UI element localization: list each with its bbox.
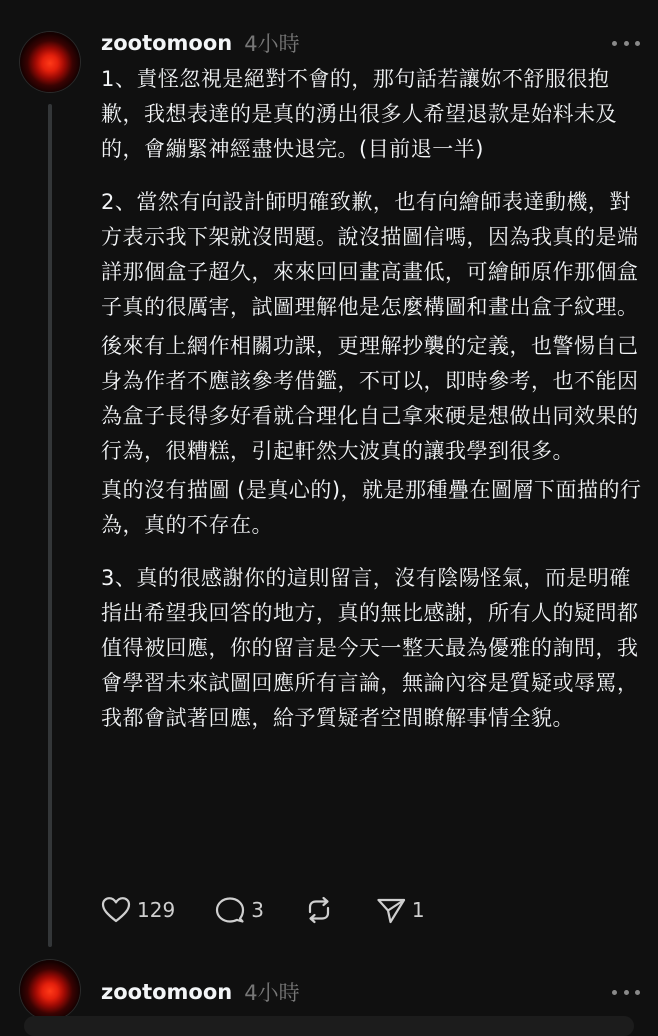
- reply-button[interactable]: [215, 896, 264, 924]
- more-horizontal-icon-dot: [624, 41, 629, 46]
- heart-icon: [101, 896, 131, 924]
- share-count: 1: [411, 898, 425, 922]
- embedded-card[interactable]: [24, 1016, 634, 1036]
- post-paragraph: 1、責怪忽視是絕對不會的，那句話若讓妳不舒服很抱歉，我想表達的是真的湧出很多人希望退款是始料未及的，會繃緊神經盡快退完。(目前退一半): [101, 67, 617, 161]
- like-button[interactable]: [101, 896, 175, 924]
- more-options-button[interactable]: [612, 982, 640, 1002]
- username[interactable]: zootomoon: [101, 31, 233, 55]
- timestamp: 4小時: [244, 981, 300, 1005]
- username[interactable]: zootomoon: [101, 980, 233, 1004]
- reply-count: 3: [251, 898, 264, 922]
- timestamp: 4小時: [244, 32, 300, 56]
- more-options-button[interactable]: [612, 33, 640, 53]
- repost-arrows-icon: [304, 896, 334, 924]
- avatar[interactable]: [20, 960, 80, 1020]
- post-paragraph: 2、當然有向設計師明確致歉，也有向繪師表達動機，對方表示我下架就沒問題。說沒描圖信嗎，因為我真的是端詳那個盒子超久，來來回回畫高畫低，可繪師原作那個盒子真的很厲害，試圖理解他是怎麼構圖和畫出盒子紋理。: [101, 190, 639, 319]
- more-horizontal-icon-dot: [624, 990, 629, 995]
- avatar[interactable]: [20, 32, 80, 92]
- post-header: [101, 28, 640, 58]
- thread-post: [0, 960, 658, 1024]
- post-actions: [101, 893, 425, 927]
- post-body: [101, 62, 646, 736]
- post-paragraph: 後來有上網作相關功課，更理解抄襲的定義，也警惕自己身為作者不應該參考借鑑，不可以，即時參考，也不能因為盒子長得多好看就合理化自己拿來硬是想做出同效果的行為，很糟糕，引起軒然大波真的讓我學到很多。: [101, 334, 639, 463]
- more-horizontal-icon: [612, 990, 617, 995]
- more-horizontal-icon-dot: [635, 41, 640, 46]
- post-header: [101, 977, 640, 1007]
- share-button[interactable]: [376, 896, 425, 924]
- send-paper-plane-icon: [376, 896, 406, 924]
- comment-bubble-icon: [215, 896, 245, 924]
- more-horizontal-icon: [612, 41, 617, 46]
- post-paragraph: 3、真的很感謝你的這則留言，沒有陰陽怪氣，而是明確指出希望我回答的地方，真的無比感謝，所有人的疑問都值得被回應，你的留言是今天一整天最為優雅的詢問，我會學習未來試圖回應所有言論，無論內容是質疑或辱罵，我都會試著回應，給予質疑者空間瞭解事情全貌。: [101, 566, 639, 730]
- more-horizontal-icon-dot: [635, 990, 640, 995]
- thread-connector-line: [48, 104, 52, 947]
- like-count: 129: [137, 898, 176, 922]
- repost-button[interactable]: [304, 896, 334, 924]
- post-paragraph: 真的沒有描圖 (是真心的)，就是那種疊在圖層下面描的行為，真的不存在。: [101, 478, 642, 537]
